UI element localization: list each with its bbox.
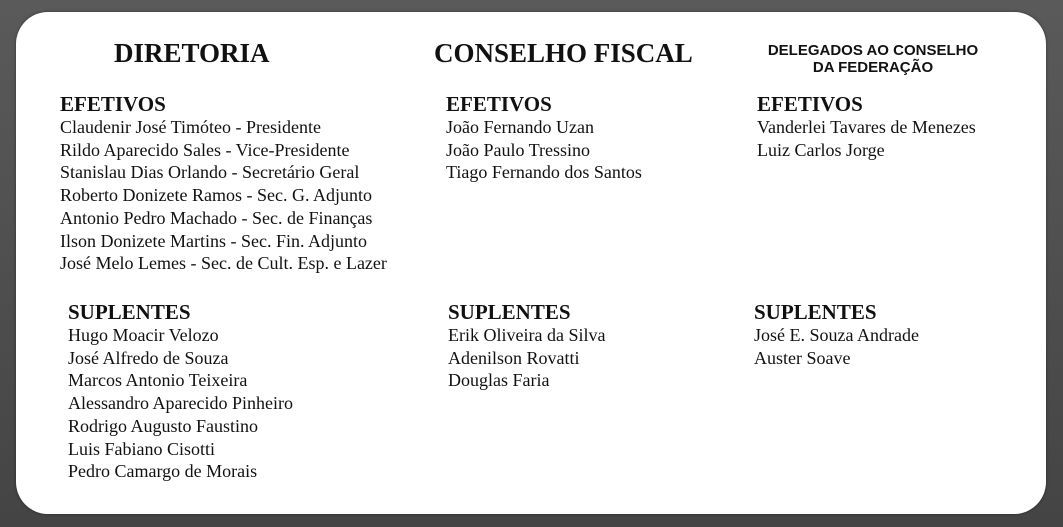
list-item: Roberto Donizete Ramos - Sec. G. Adjunto	[60, 185, 372, 206]
conselho-efetivos-section	[446, 92, 642, 184]
list-item: Tiago Fernando dos Santos	[446, 162, 642, 183]
conselho-efetivos-list	[446, 116, 642, 184]
delegados-title	[738, 42, 1008, 76]
list-item: Vanderlei Tavares de Menezes	[757, 117, 976, 137]
list-item: José Melo Lemes - Sec. de Cult. Esp. e Lazer	[60, 253, 387, 274]
content-panel	[16, 12, 1046, 514]
conselho-fiscal-title: CONSELHO FISCAL	[434, 38, 693, 68]
list-item: Auster Soave	[754, 347, 851, 368]
list-item: Luiz Carlos Jorge	[757, 139, 885, 160]
delegados-suplentes-section	[754, 300, 919, 369]
list-item: Rodrigo Augusto Faustino	[68, 415, 259, 436]
list-item: Alessandro Aparecido Pinheiro	[68, 393, 293, 414]
list-item: Hugo Moacir Velozo	[68, 325, 219, 345]
conselho-suplentes-label: SUPLENTES	[448, 300, 571, 324]
list-item: Rildo Aparecido Sales - Vice-Presidente	[60, 139, 350, 160]
diretoria-efetivos-section	[60, 92, 387, 275]
delegados-efetivos-section	[757, 92, 976, 161]
list-item: João Fernando Uzan	[446, 117, 594, 137]
list-item: João Paulo Tressino	[446, 139, 591, 160]
diretoria-suplentes-section	[68, 300, 293, 483]
diretoria-efetivos-label: EFETIVOS	[60, 92, 166, 116]
delegados-efetivos-label: EFETIVOS	[757, 92, 863, 116]
conselho-efetivos-label: EFETIVOS	[446, 92, 552, 116]
list-item: Luis Fabiano Cisotti	[68, 438, 216, 459]
delegados-suplentes-list	[754, 324, 919, 369]
delegados-efetivos-list	[757, 116, 976, 161]
list-item: Erik Oliveira da Silva	[448, 325, 606, 345]
delegados-title-line1: DELEGADOS AO CONSELHO	[767, 42, 979, 59]
list-item: José Alfredo de Souza	[68, 347, 229, 368]
delegados-title-line2: DA FEDERAÇÃO	[812, 59, 934, 76]
list-item: Marcos Antonio Teixeira	[68, 370, 248, 391]
conselho-suplentes-list	[448, 324, 605, 392]
list-item: José E. Souza Andrade	[754, 325, 919, 345]
conselho-suplentes-section	[448, 300, 605, 392]
list-item: Adenilson Rovatti	[448, 347, 580, 368]
list-item: Stanislau Dias Orlando - Secretário Geral	[60, 162, 360, 183]
delegados-suplentes-label: SUPLENTES	[754, 300, 877, 324]
list-item: Claudenir José Timóteo - Presidente	[60, 117, 321, 137]
list-item: Douglas Faria	[448, 370, 550, 391]
diretoria-suplentes-list	[68, 324, 293, 483]
list-item: Antonio Pedro Machado - Sec. de Finanças	[60, 207, 373, 228]
diretoria-efetivos-list	[60, 116, 387, 275]
diretoria-suplentes-label: SUPLENTES	[68, 300, 191, 324]
list-item: Pedro Camargo de Morais	[68, 461, 258, 482]
diretoria-title: DIRETORIA	[114, 38, 270, 68]
list-item: Ilson Donizete Martins - Sec. Fin. Adjunto	[60, 230, 367, 251]
